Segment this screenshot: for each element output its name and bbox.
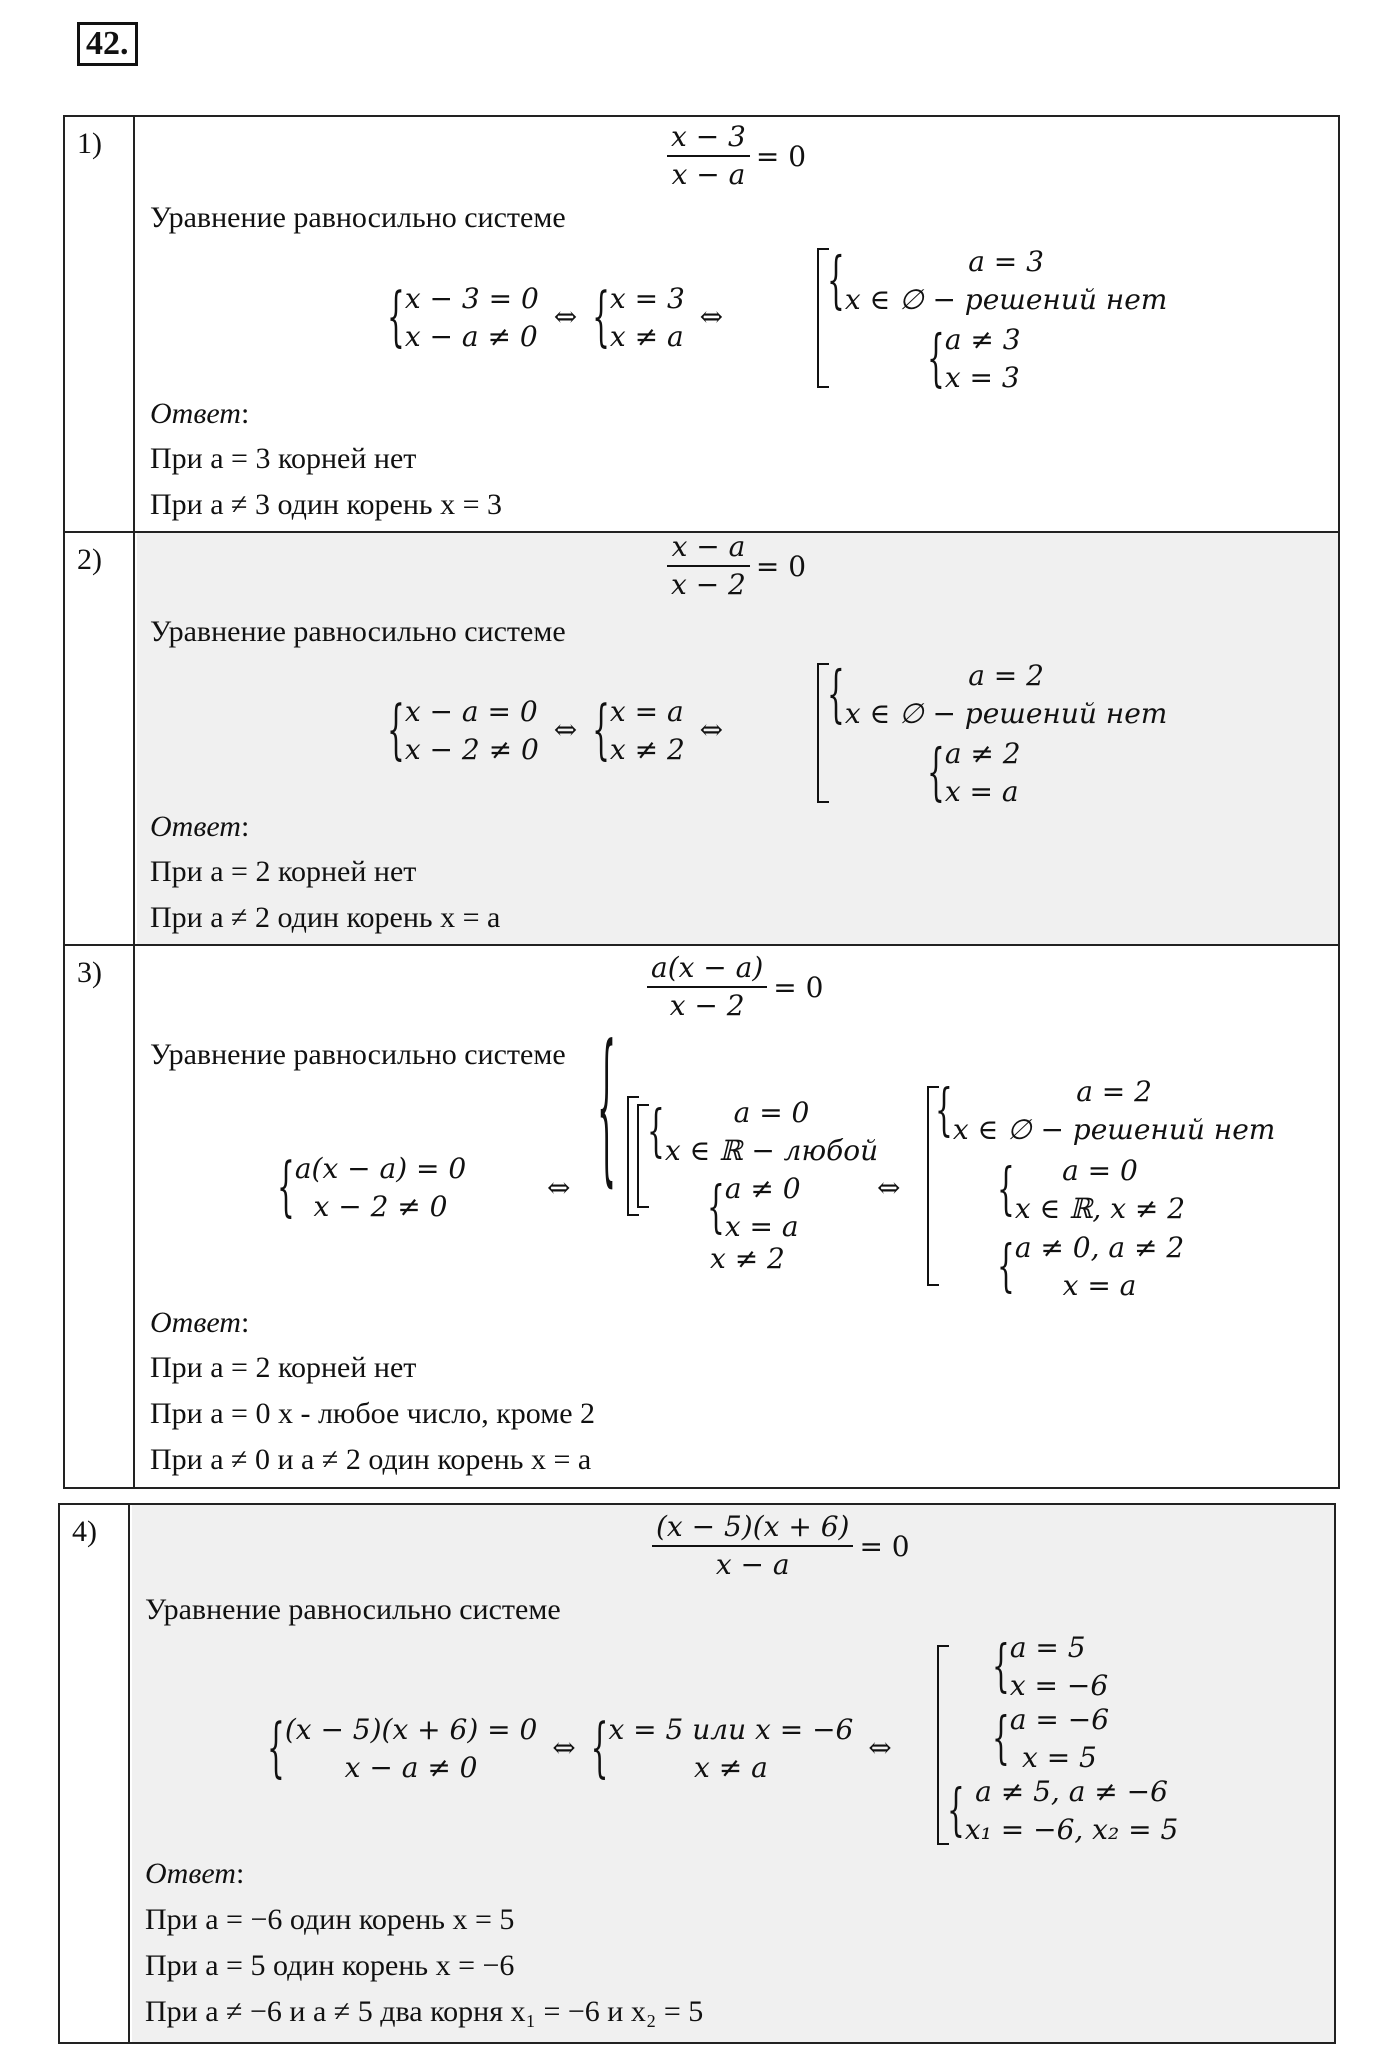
solution-1 bbox=[63, 115, 1340, 533]
answer-line: При a ≠ 3 один корень x = 3 bbox=[150, 488, 503, 521]
equivalent-system-text: Уравнение равносильно системе bbox=[150, 201, 566, 234]
system-row: x − a ≠ 0 bbox=[404, 320, 538, 353]
case-row: a = 2 bbox=[968, 659, 1044, 692]
case-row: a = 2 bbox=[1076, 1075, 1152, 1108]
mid-condition: x ≠ 2 bbox=[710, 1242, 785, 1275]
outer-brace: { bbox=[597, 1013, 617, 1206]
system-row: x − a = 0 bbox=[404, 695, 538, 728]
denominator: x − 2 bbox=[671, 568, 746, 601]
answer-line: При a = 5 один корень x = −6 bbox=[145, 1949, 515, 1982]
system-2: { x = 3 x ≠ a bbox=[592, 278, 685, 355]
system-row: x ≠ a bbox=[609, 320, 684, 353]
case-row: a = 0 bbox=[733, 1096, 810, 1129]
case-b: { a ≠ 3 x = 3 bbox=[927, 321, 1021, 397]
case-row: x = −6 bbox=[1009, 1669, 1109, 1702]
solution-label: 3) bbox=[65, 946, 135, 1487]
answer-line: При a = 3 корней нет bbox=[150, 442, 417, 475]
system-1: { x − a = 0 x − 2 ≠ 0 bbox=[387, 691, 539, 768]
system-1: { x − 3 = 0 x − a ≠ 0 bbox=[387, 278, 539, 355]
solution-label: 2) bbox=[65, 533, 135, 944]
case-a: { a = 3 x ∈ ∅ − решений нет bbox=[827, 243, 1167, 319]
case-row: x = 3 bbox=[944, 361, 1020, 394]
system-row: x ≠ 2 bbox=[609, 733, 685, 766]
solution-label: 1) bbox=[65, 117, 135, 531]
case-row: a = 0 bbox=[1062, 1154, 1138, 1187]
numerator: x − 3 bbox=[671, 120, 746, 153]
answer-line: При a ≠ 2 один корень x = a bbox=[150, 901, 501, 934]
system-row: (x − 5)(x + 6) = 0 bbox=[284, 1713, 538, 1746]
system-row: x − 3 = 0 bbox=[404, 282, 539, 315]
denominator: x − a bbox=[671, 158, 746, 191]
case-b: { a = 0 x ∈ ℝ, x ≠ 2 bbox=[997, 1152, 1185, 1228]
answer-line: При a = 0 x - любое число, кроме 2 bbox=[150, 1397, 596, 1430]
numerator: x − a bbox=[671, 530, 746, 563]
iff-arrow: ⇔ bbox=[699, 712, 724, 746]
case-b: { a = −6 x = 5 bbox=[992, 1701, 1109, 1777]
mid-case-a: { a = 0 x ∈ ℝ − любой bbox=[647, 1094, 878, 1170]
case-row: x = 5 bbox=[1022, 1741, 1097, 1774]
equation-rhs: = 0 bbox=[755, 549, 807, 583]
solution-label: 4) bbox=[60, 1505, 130, 2042]
numerator: a(x − a) bbox=[651, 951, 764, 984]
system-chain bbox=[387, 280, 729, 356]
system-row: x = 3 bbox=[609, 282, 685, 315]
equation bbox=[667, 529, 806, 603]
system-chain bbox=[387, 693, 729, 769]
solution-2 bbox=[63, 531, 1340, 946]
case-row: x = a bbox=[944, 775, 1019, 808]
case-row: x ∈ ℝ, x ≠ 2 bbox=[1014, 1192, 1186, 1225]
case-row: a = 5 bbox=[1009, 1631, 1086, 1664]
answer-line: При a = 2 корней нет bbox=[150, 1351, 417, 1384]
iff-arrow: ⇔ bbox=[868, 1730, 892, 1764]
answer-heading: Ответ: bbox=[145, 1857, 245, 1890]
equivalent-system-text: Уравнение равносильно системе bbox=[150, 615, 566, 648]
problem-number: 42. bbox=[77, 22, 138, 66]
case-row: x ∈ ∅ − решений нет bbox=[952, 1113, 1276, 1146]
answer-heading: Ответ: bbox=[150, 810, 250, 843]
equation-rhs: = 0 bbox=[859, 1529, 910, 1563]
system-row: x ≠ a bbox=[694, 1751, 768, 1784]
system-row: x = a bbox=[609, 695, 684, 728]
equation bbox=[667, 119, 806, 193]
equation bbox=[652, 1509, 910, 1583]
solution-4 bbox=[58, 1503, 1336, 2044]
mid-case-b: { a ≠ 0 x = a bbox=[707, 1170, 801, 1246]
answer-heading: Ответ: bbox=[150, 397, 250, 430]
equivalent-system-text: Уравнение равносильно системе bbox=[145, 1593, 561, 1626]
equation-rhs: = 0 bbox=[755, 139, 807, 173]
case-row: a ≠ 3 bbox=[944, 323, 1021, 356]
system-row: x − 2 ≠ 0 bbox=[404, 733, 539, 766]
case-row: a ≠ 0, a ≠ 2 bbox=[1014, 1231, 1185, 1264]
case-a: { a = 5 x = −6 bbox=[992, 1629, 1108, 1705]
system-row: x = 5 или x = −6 bbox=[608, 1713, 854, 1746]
iff-arrow: ⇔ bbox=[553, 299, 578, 333]
system-chain bbox=[267, 1711, 898, 1787]
denominator: x − 2 bbox=[669, 989, 745, 1022]
system-row: x − a ≠ 0 bbox=[344, 1751, 478, 1784]
case-row: a ≠ 2 bbox=[944, 737, 1021, 770]
solution-3 bbox=[63, 944, 1340, 1489]
numerator: (x − 5)(x + 6) bbox=[656, 1510, 850, 1543]
case-row: a = 3 bbox=[968, 245, 1044, 278]
case-c: { a ≠ 5, a ≠ −6 x₁ = −6, x₂ = 5 bbox=[947, 1773, 1178, 1849]
iff-arrow: ⇔ bbox=[547, 1171, 571, 1204]
system-row: x − 2 ≠ 0 bbox=[313, 1190, 448, 1223]
system-1: { (x − 5)(x + 6) = 0 x − a ≠ 0 bbox=[267, 1709, 538, 1786]
answer-line: При a = 2 корней нет bbox=[150, 855, 417, 888]
case-a: { a = 2 x ∈ ∅ − решений нет bbox=[935, 1073, 1275, 1149]
answer-line: При a = −6 один корень x = 5 bbox=[145, 1903, 515, 1936]
system-2: { x = 5 или x = −6 x ≠ a bbox=[590, 1709, 854, 1786]
case-row: x ∈ ℝ − любой bbox=[664, 1134, 879, 1167]
iff-arrow: ⇔ bbox=[699, 299, 724, 333]
equivalent-system-text: Уравнение равносильно системе bbox=[150, 1038, 566, 1071]
iff-arrow: ⇔ bbox=[553, 712, 578, 746]
system-1: { a(x − a) = 0 x − 2 ≠ 0 bbox=[277, 1148, 467, 1225]
equation bbox=[647, 950, 823, 1024]
iff-arrow: ⇔ bbox=[877, 1171, 901, 1204]
case-row: x = a bbox=[724, 1210, 799, 1243]
case-b: { a ≠ 2 x = a bbox=[927, 735, 1021, 811]
system-row: a(x − a) = 0 bbox=[294, 1152, 467, 1185]
system-2: { x = a x ≠ 2 bbox=[592, 691, 685, 768]
denominator: x − a bbox=[715, 1548, 790, 1581]
case-row: x = a bbox=[1062, 1269, 1137, 1302]
answer-line: При a ≠ −6 и a ≠ 5 два корня x₁ = −6 и x₂ = 5 bbox=[145, 1995, 704, 2028]
case-a: { a = 2 x ∈ ∅ − решений нет bbox=[827, 657, 1167, 733]
case-row: a = −6 bbox=[1009, 1703, 1110, 1736]
case-row: a ≠ 0 bbox=[724, 1172, 801, 1205]
case-row: x ∈ ∅ − решений нет bbox=[844, 697, 1168, 730]
case-row: x₁ = −6, x₂ = 5 bbox=[964, 1813, 1179, 1846]
iff-arrow: ⇔ bbox=[552, 1730, 576, 1764]
equation-rhs: = 0 bbox=[773, 970, 824, 1004]
case-row: x ∈ ∅ − решений нет bbox=[844, 283, 1168, 316]
case-c: { a ≠ 0, a ≠ 2 x = a bbox=[997, 1229, 1184, 1305]
case-row: a ≠ 5, a ≠ −6 bbox=[975, 1775, 1168, 1808]
answer-heading: Ответ: bbox=[150, 1306, 250, 1339]
answer-line: При a ≠ 0 и a ≠ 2 один корень x = a bbox=[150, 1443, 592, 1476]
